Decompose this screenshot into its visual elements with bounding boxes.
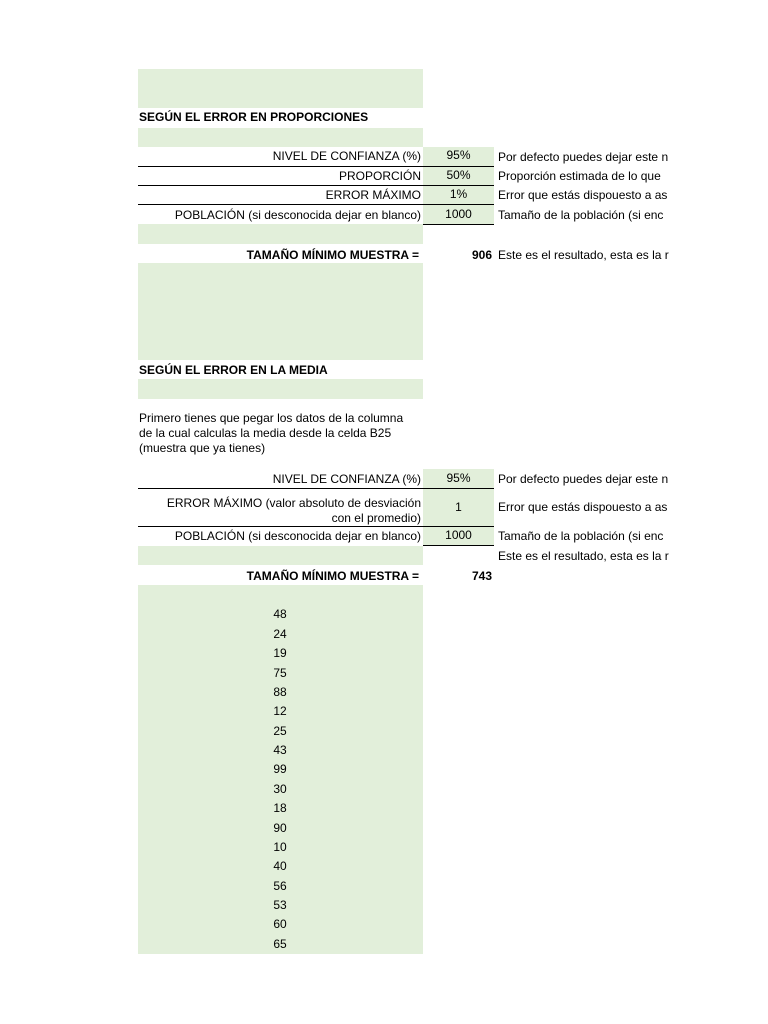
sample-value[interactable]: 99 [273,762,287,776]
sample-value[interactable]: 19 [273,646,287,660]
s1-confidence-value[interactable]: 95% [446,148,471,162]
sample-value[interactable]: 53 [273,898,287,912]
s1-proportion-desc: Proporción estimada de lo que [498,169,661,183]
s2-error-label-line1: ERROR MÁXIMO (valor absoluto de desviación [166,496,421,510]
s1-result-desc: Este es el resultado, esta es la r [498,248,669,262]
s1-proportion-label: PROPORCIÓN [338,169,421,183]
s2-confidence-label: NIVEL DE CONFIANZA (%) [272,472,421,486]
sample-value[interactable]: 12 [273,704,287,718]
s1-population-label: POBLACIÓN (si desconocida dejar en blanco) [174,208,421,222]
s1-population-value[interactable]: 1000 [445,207,472,221]
s2-result-value: 743 [471,569,492,583]
s2-instructions-line2: de la cual calculas la media desde la celda B25 [139,426,392,440]
sample-value[interactable]: 43 [273,743,287,757]
green-block-top [138,69,423,108]
sample-value[interactable]: 88 [273,685,287,699]
sample-value[interactable]: 75 [273,666,287,680]
green-block-gap3 [138,379,423,399]
sample-value[interactable]: 90 [273,821,287,835]
s1-error-label: ERROR MÁXIMO [325,188,421,202]
s1-population-desc: Tamaño de la población (si enc [498,208,664,222]
s1-confidence-desc: Por defecto puedes dejar este n [498,150,669,164]
green-block-gap2 [138,224,423,244]
s2-error-desc: Error que estás dispouesto a as [498,500,668,514]
s2-confidence-value[interactable]: 95% [446,471,471,485]
sample-value[interactable]: 30 [273,782,287,796]
green-block-gap4 [138,546,423,565]
sample-value[interactable]: 18 [273,801,287,815]
s2-population-desc: Tamaño de la población (si enc [498,529,664,543]
s2-instructions-line3: (muestra que ya tienes) [139,441,266,455]
s1-confidence-label: NIVEL DE CONFIANZA (%) [272,149,421,163]
green-block-gap1 [138,128,423,147]
section2-title: SEGÚN EL ERROR EN LA MEDIA [139,363,328,377]
s2-error-value[interactable]: 1 [455,500,462,514]
sample-value[interactable]: 48 [273,607,287,621]
s1-error-desc: Error que estás dispouesto a as [498,188,668,202]
s1-result-label: TAMAÑO MÍNIMO MUESTRA = [246,248,419,262]
sample-value[interactable]: 25 [273,724,287,738]
sample-value[interactable]: 10 [273,840,287,854]
s1-result-value: 906 [471,248,492,262]
s2-error-label-line2: con el promedio) [331,511,421,525]
s2-confidence-desc: Por defecto puedes dejar este n [498,472,669,486]
green-block-mid [138,263,423,360]
s1-proportion-value[interactable]: 50% [446,168,471,182]
sample-value[interactable]: 60 [273,917,287,931]
sample-value[interactable]: 56 [273,879,287,893]
s2-result-label: TAMAÑO MÍNIMO MUESTRA = [246,569,419,583]
section1-title: SEGÚN EL ERROR EN PROPORCIONES [139,110,369,124]
s2-instructions-line1: Primero tienes que pegar los datos de la columna [139,411,404,425]
sample-value[interactable]: 65 [273,937,287,951]
s1-error-value[interactable]: 1% [449,187,468,201]
s2-result-note: Este es el resultado, esta es la r [498,549,669,563]
sample-value[interactable]: 24 [273,627,287,641]
s2-population-value[interactable]: 1000 [445,528,472,542]
s2-population-label: POBLACIÓN (si desconocida dejar en blanco) [174,529,421,543]
sample-value[interactable]: 40 [273,859,287,873]
